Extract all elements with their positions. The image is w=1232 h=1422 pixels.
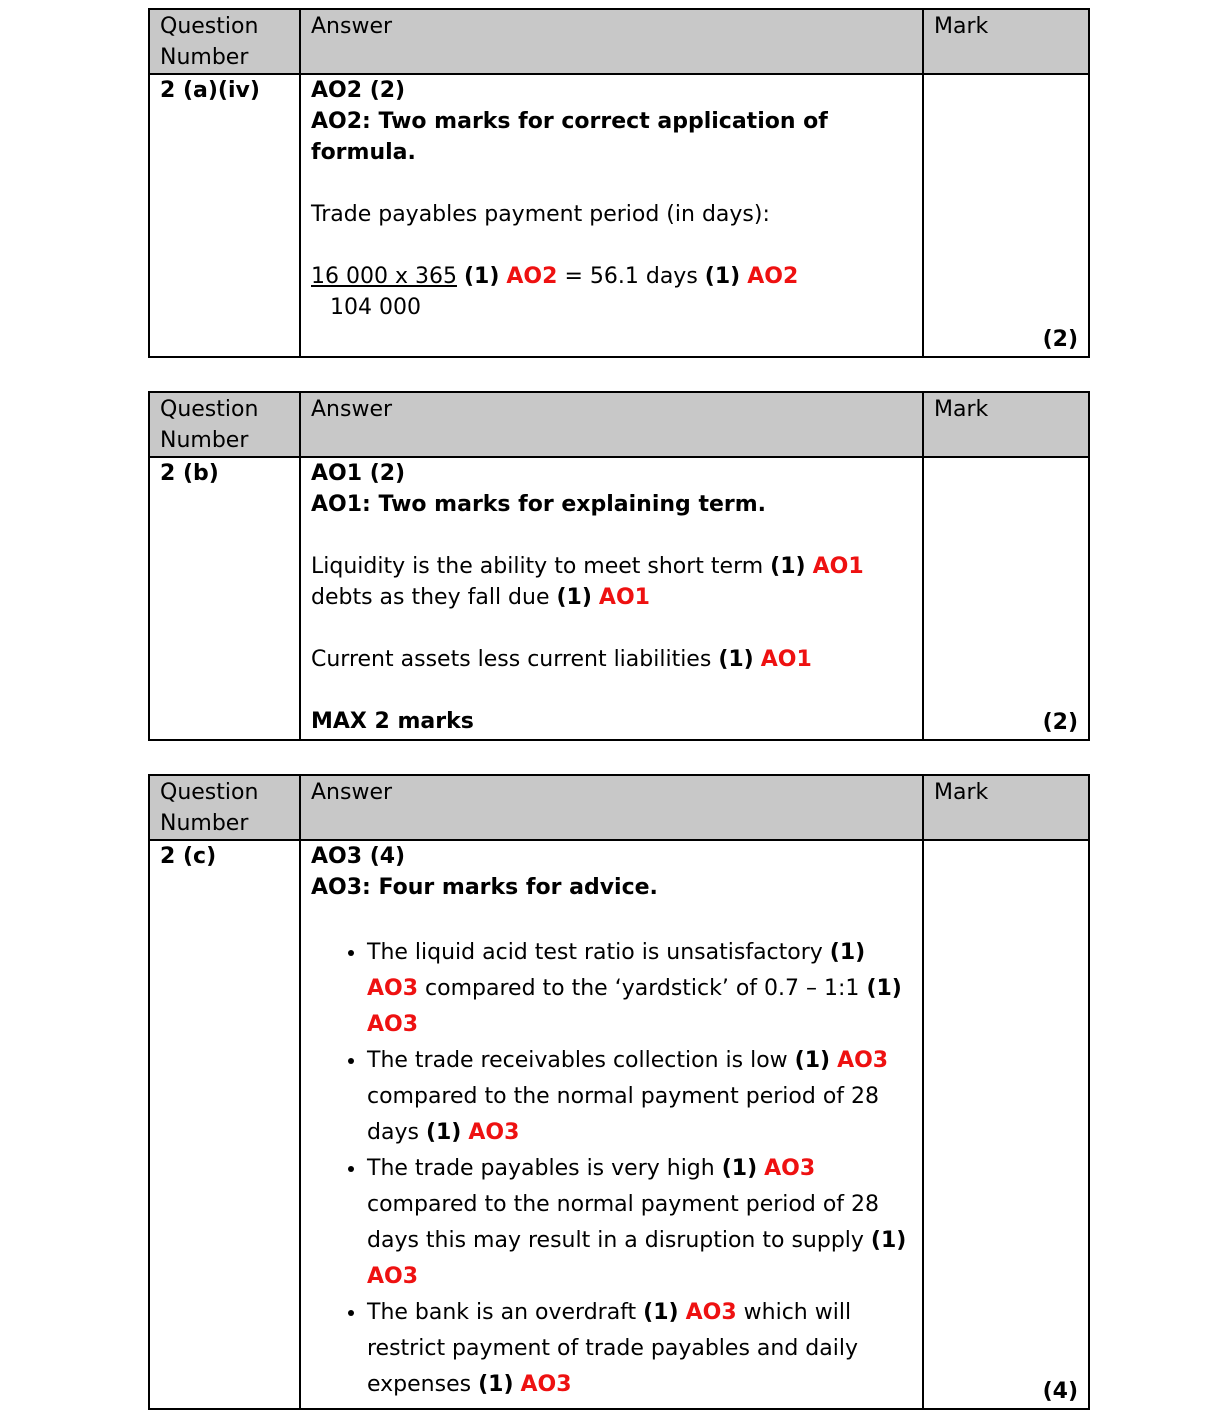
max-marks: MAX 2 marks — [311, 709, 474, 734]
question-number: 2 (b) — [149, 457, 300, 740]
list-item: • The trade payables is very high (1) AO3 compared to the normal payment period of 28 days this may result in a disruption to supply (1) AO3 — [367, 1151, 912, 1295]
mark-value: (2) — [1042, 327, 1078, 352]
mark-value: (4) — [1042, 1379, 1078, 1404]
header-answer: Answer — [300, 392, 923, 457]
formula-denominator: 104 000 — [330, 295, 421, 320]
header-answer: Answer — [300, 775, 923, 840]
table-header-row — [149, 392, 1089, 457]
question-number: 2 (a)(iv) — [149, 74, 300, 357]
mark-scheme-table-2b — [148, 391, 1090, 741]
mark-cell — [923, 840, 1089, 1409]
formula-line: 16 000 x 365 (1) AO2 = 56.1 days (1) AO2 — [311, 264, 799, 289]
table-row — [149, 840, 1089, 1409]
ao-description: AO3: Four marks for advice. — [311, 875, 658, 900]
answer-cell — [300, 457, 923, 740]
answer-point: Current assets less current liabilities (1) AO1 — [311, 647, 812, 672]
answer-point: Liquidity is the ability to meet short term (1) AO1 debts as they fall due (1) AO1 — [311, 554, 864, 610]
table-row — [149, 74, 1089, 357]
ao-description: AO2: Two marks for correct application of formula. — [311, 109, 828, 165]
ao-line: AO2 (2) — [311, 78, 406, 103]
mark-scheme-table-2a-iv — [148, 8, 1090, 358]
answer-cell — [300, 840, 923, 1409]
table-header-row — [149, 775, 1089, 840]
table-row — [149, 457, 1089, 740]
header-answer: Answer — [300, 9, 923, 74]
advice-list — [311, 935, 912, 1403]
list-item: • The liquid acid test ratio is unsatisfactory (1) AO3 compared to the ‘yardstick’ of 0.7 – 1:1 (1) AO3 — [367, 935, 912, 1043]
ao-line: AO1 (2) — [311, 461, 406, 486]
list-item: • The trade receivables collection is low (1) AO3 compared to the normal payment period of 28 days (1) AO3 — [367, 1043, 912, 1151]
question-number: 2 (c) — [149, 840, 300, 1409]
header-mark: Mark — [923, 9, 1089, 74]
ao-line: AO3 (4) — [311, 844, 406, 869]
formula-numerator: 16 000 x 365 — [311, 264, 457, 289]
answer-cell — [300, 74, 923, 357]
header-question-number: Question Number — [149, 392, 300, 457]
header-mark: Mark — [923, 775, 1089, 840]
header-question-number: Question Number — [149, 775, 300, 840]
mark-cell — [923, 457, 1089, 740]
header-mark: Mark — [923, 392, 1089, 457]
ao-description: AO1: Two marks for explaining term. — [311, 492, 767, 517]
mark-cell — [923, 74, 1089, 357]
mark-value: (2) — [1042, 710, 1078, 735]
mark-scheme-table-2c — [148, 774, 1090, 1410]
table-header-row — [149, 9, 1089, 74]
formula-intro: Trade payables payment period (in days): — [311, 202, 770, 227]
list-item: • The bank is an overdraft (1) AO3 which will restrict payment of trade payables and daily expenses (1) AO3 — [367, 1295, 912, 1403]
header-question-number: Question Number — [149, 9, 300, 74]
